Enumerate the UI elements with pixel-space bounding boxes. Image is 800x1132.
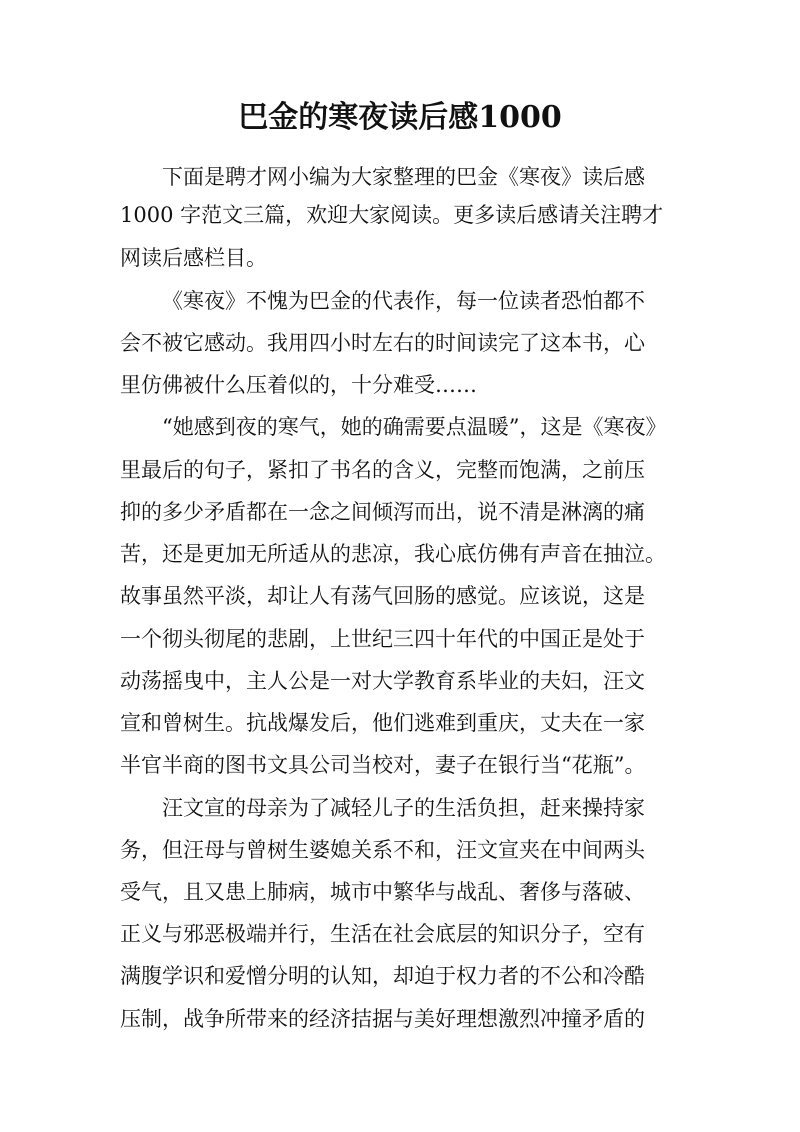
text-line: 苦，还是更加无所适从的悲凉，我心底仿佛有声音在抽泣。 <box>120 542 666 566</box>
text-line: 受气，且又患上肺病，城市中繁华与战乱、奢侈与落破、 <box>120 880 645 904</box>
text-line: 半官半商的图书文具公司当校对，妻子在银行当“花瓶”。 <box>120 753 646 777</box>
text-line: 抑的多少矛盾都在一念之间倾泻而出，说不清是淋漓的痛 <box>120 500 645 524</box>
text-line: 动荡摇曳中，主人公是一对大学教育系毕业的夫妇，汪文 <box>120 669 645 693</box>
text-line: 宣和曾树生。抗战爆发后，他们逃难到重庆，丈夫在一家 <box>120 711 645 735</box>
text-line: 汪文宣的母亲为了减轻儿子的生活负担，赶来操持家 <box>162 796 645 820</box>
text-line: 会不被它感动。我用四小时左右的时间读完了这本书，心 <box>120 331 645 355</box>
text-line: 1000 字范文三篇，欢迎大家阅读。更多读后感请关注聘才 <box>120 203 664 227</box>
text-line: “她感到夜的寒气，她的确需要点温暖”，这是《寒夜》 <box>162 415 667 439</box>
text-line: 一个彻头彻尾的悲剧，上世纪三四十年代的中国正是处于 <box>120 627 645 651</box>
text-line: 压制，战争所带来的经济拮据与美好理想激烈冲撞矛盾的 <box>120 1007 645 1031</box>
text-line: 里最后的句子，紧扣了书名的含义，完整而饱满，之前压 <box>120 458 645 482</box>
text-line: 务，但汪母与曾树生婆媳关系不和，汪文宣夹在中间两头 <box>120 838 645 862</box>
text-line: 正义与邪恶极端并行，生活在社会底层的知识分子，空有 <box>120 922 645 946</box>
text-line: 故事虽然平淡，却让人有荡气回肠的感觉。应该说，这是 <box>120 584 645 608</box>
text-line: 网读后感栏目。 <box>120 246 267 270</box>
text-line: 满腹学识和爱憎分明的认知，却迫于权力者的不公和冷酷 <box>120 964 645 988</box>
text-line: 下面是聘才网小编为大家整理的巴金《寒夜》读后感 <box>162 165 645 189</box>
text-line: 《寒夜》不愧为巴金的代表作，每一位读者恐怕都不 <box>162 289 645 313</box>
text-line: 里仿佛被什么压着似的，十分难受…… <box>120 373 477 397</box>
document-title: 巴金的寒夜读后感1000 <box>238 100 562 135</box>
